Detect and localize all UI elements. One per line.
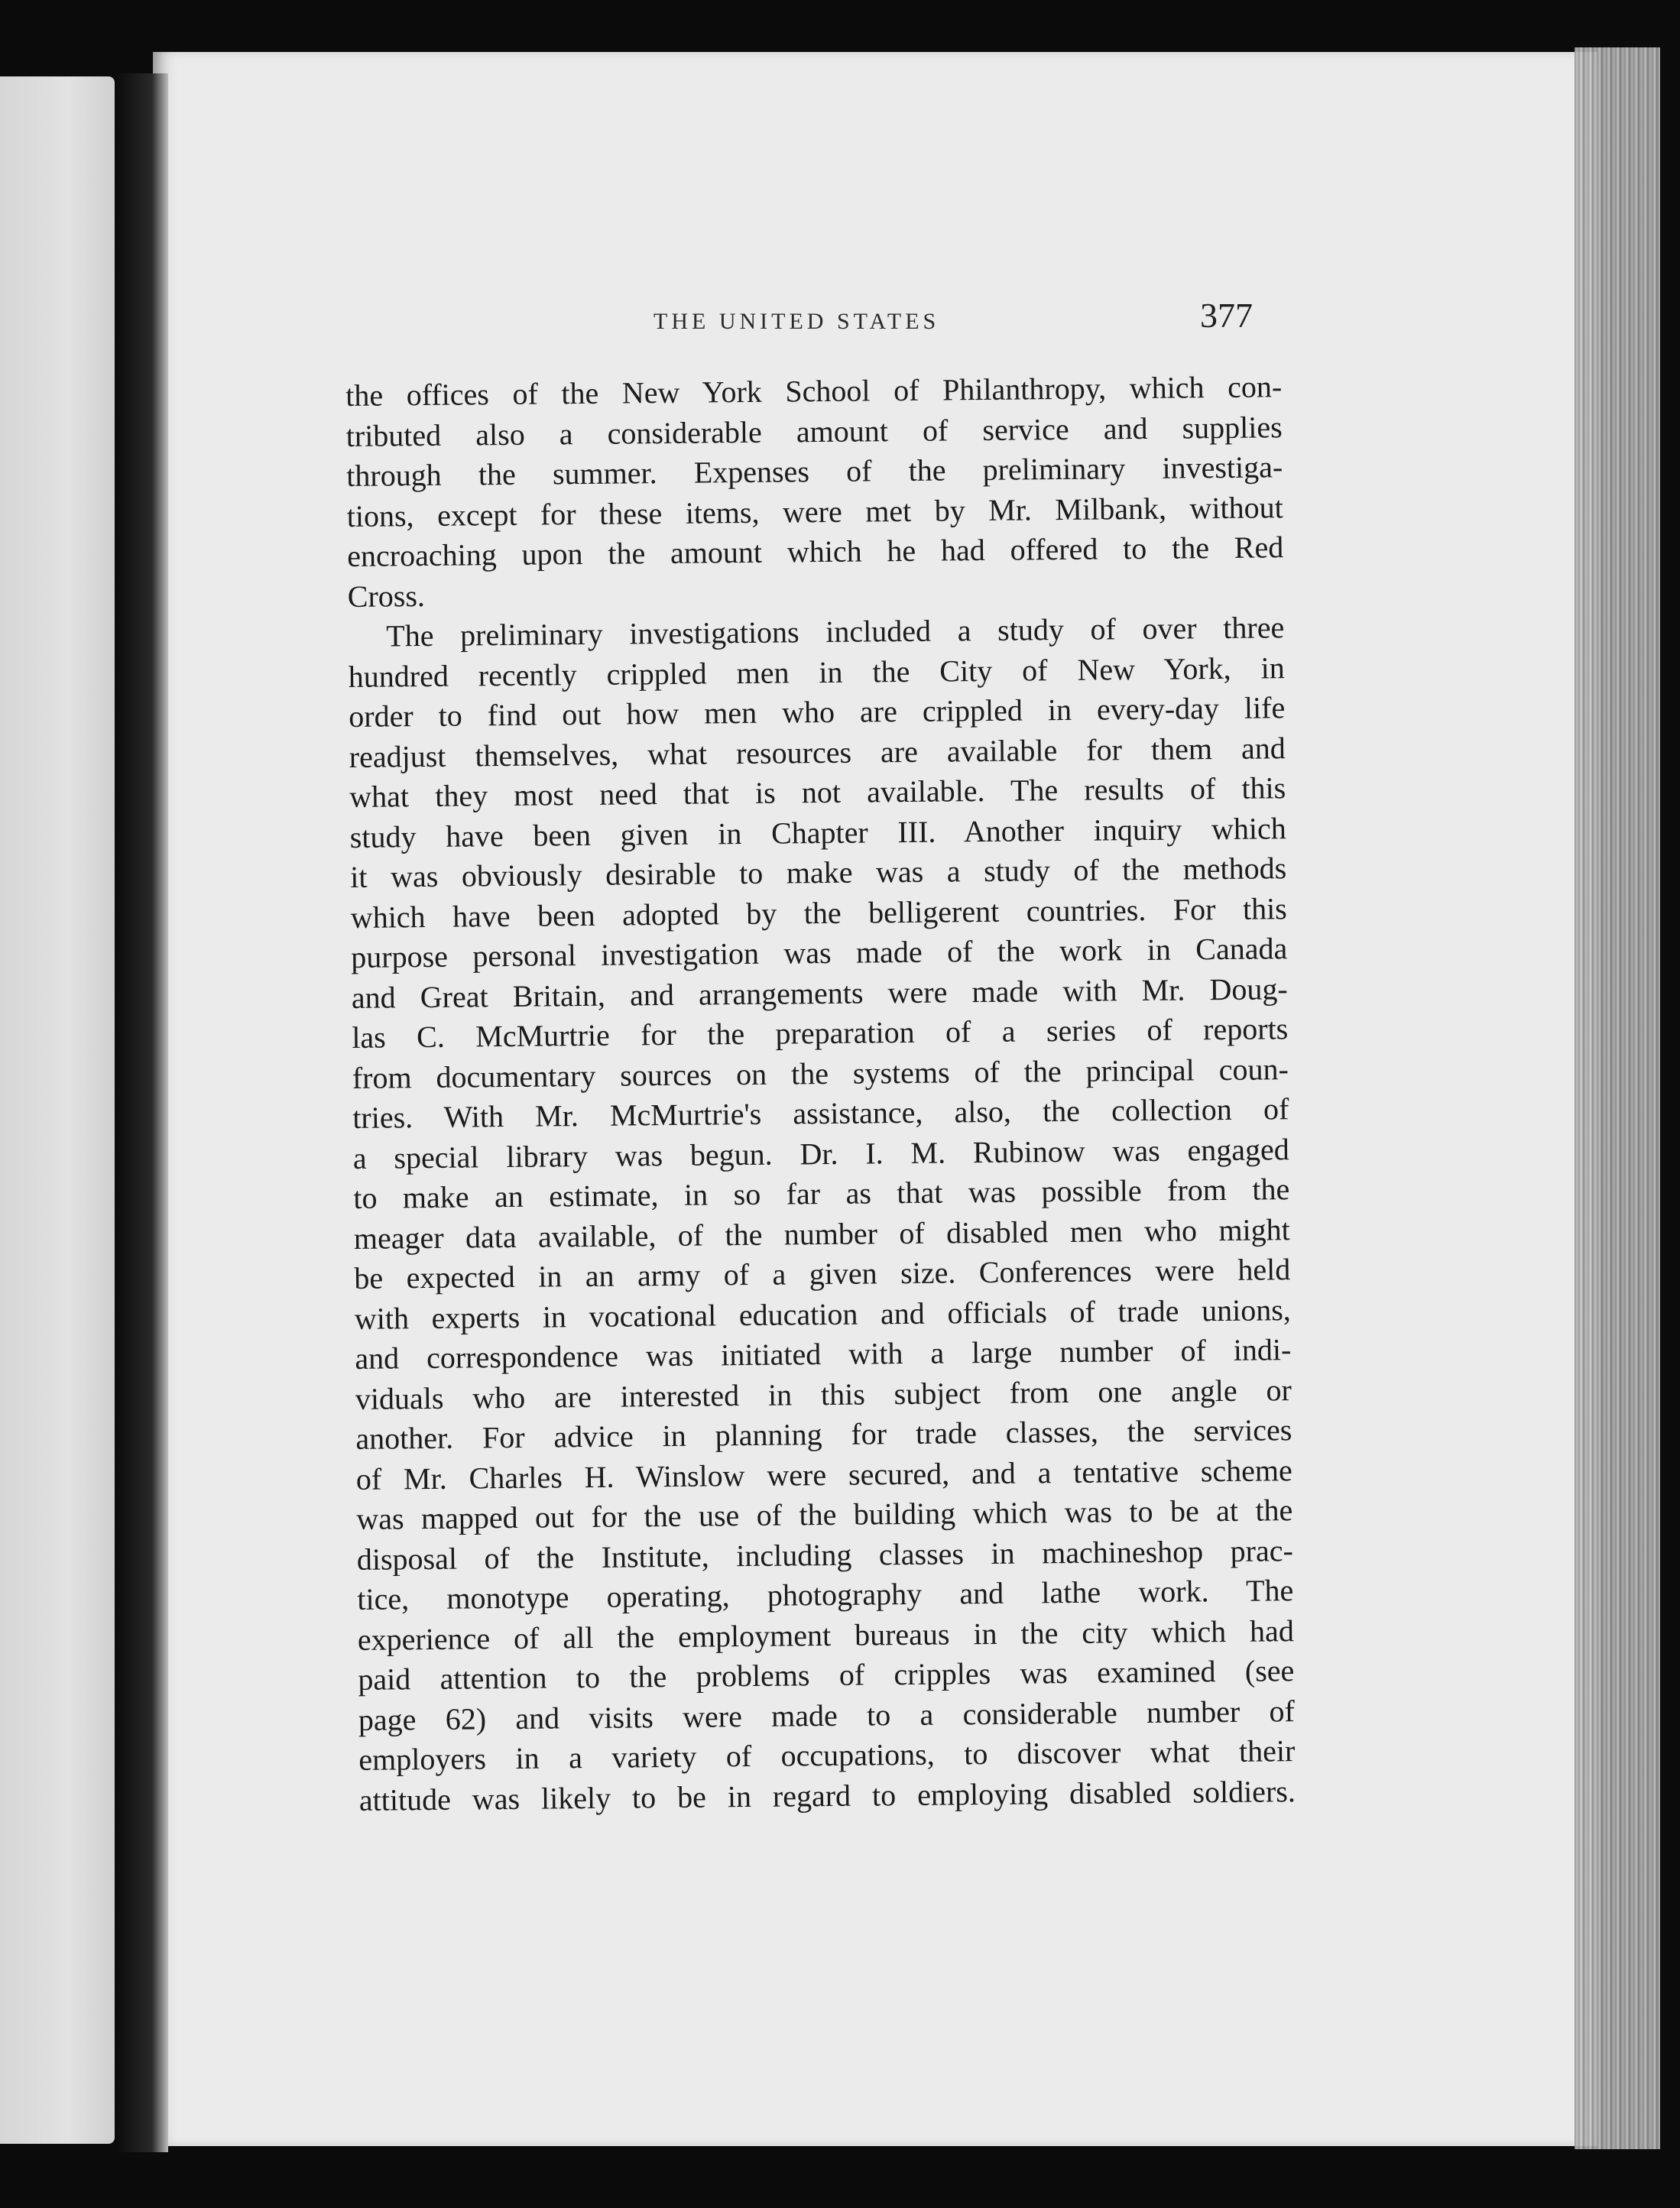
text-line: tries. With Mr. McMurtrie's assistance, also, the collection of [352, 1091, 1289, 1135]
text-line: study have been given in Chapter III. Another inquiry which [349, 810, 1286, 854]
text-line: another. For advice in planning for trade classes, the services [355, 1412, 1292, 1456]
text-line: with experts in vocational education and officials of trade unions, [354, 1292, 1291, 1336]
text-line: paid attention to the problems of cripples was examined (see [358, 1653, 1295, 1697]
text-line: of Mr. Charles H. Winslow were secured, and a tentative scheme [355, 1452, 1293, 1496]
text-line: be expected in an army of a given size. Conferences were held [354, 1252, 1291, 1295]
text-line: employers in a variety of occupations, to discover what their [358, 1733, 1296, 1777]
page-stack-edge [1575, 47, 1660, 2149]
text-line: to make an estimate, in so far as that was possible from the [353, 1172, 1290, 1215]
text-line: the offices of the New York School of Philanthropy, which con- [345, 369, 1283, 413]
body-text [345, 367, 1296, 1821]
text-line: through the summer. Expenses of the preliminary investiga- [346, 449, 1283, 493]
text-line: order to find out how men who are crippled in every-day life [349, 690, 1286, 734]
text-line: and Great Britain, and arrangements were made with Mr. Doug- [351, 971, 1288, 1015]
text-line: experience of all the employment bureaus in the city which had [357, 1613, 1295, 1657]
running-head: THE UNITED STATES [654, 309, 940, 334]
text-line: hundred recently crippled men in the City of New York, in [348, 650, 1285, 694]
text-line: a special library was begun. Dr. I. M. Rubinow was engaged [352, 1131, 1289, 1175]
text-line: purpose personal investigation was made of the work in Canada [351, 931, 1288, 974]
text-line: attitude was likely to be in regard to employing disabled soldiers. [358, 1773, 1296, 1817]
facing-page-edge [0, 76, 115, 2144]
text-line: Cross. [347, 578, 426, 614]
text-line: what they most need that is not available. The results of this [349, 770, 1286, 814]
binding-gutter [115, 73, 168, 2152]
text-line: from documentary sources on the systems of the principal coun- [352, 1051, 1289, 1095]
text-line: viduals who are interested in this subject from one angle or [355, 1372, 1292, 1416]
text-line: meager data available, of the number of disabled men who might [353, 1211, 1290, 1256]
text-line: it was obviously desirable to make was a study of the methods [350, 851, 1287, 894]
text-line: and correspondence was initiated with a large number of indi- [355, 1332, 1292, 1376]
text-line: page 62) and visits were made to a considerable number of [358, 1693, 1296, 1737]
text-line: tions, except for these items, were met by Mr. Milbank, without [346, 489, 1283, 533]
text-line: tice, monotype operating, photography and lathe work. The [357, 1573, 1294, 1616]
text-line: tributed also a considerable amount of service and supplies [345, 409, 1283, 453]
page-number: 377 [1200, 296, 1253, 335]
text-line: readjust themselves, what resources are available for them and [349, 730, 1286, 774]
text-line: which have been adopted by the belligerent countries. For this [350, 890, 1287, 935]
text-line: was mapped out for the use of the building which was to be at the [356, 1493, 1293, 1536]
paragraph-first-line: The preliminary investigations included a study of over three [386, 610, 1285, 653]
text-line: las C. McMurtrie for the preparation of a series of reports [352, 1011, 1289, 1055]
text-line: encroaching upon the amount which he had offered to the Red [347, 530, 1284, 573]
text-line: disposal of the Institute, including classes in machineshop prac- [356, 1532, 1294, 1577]
